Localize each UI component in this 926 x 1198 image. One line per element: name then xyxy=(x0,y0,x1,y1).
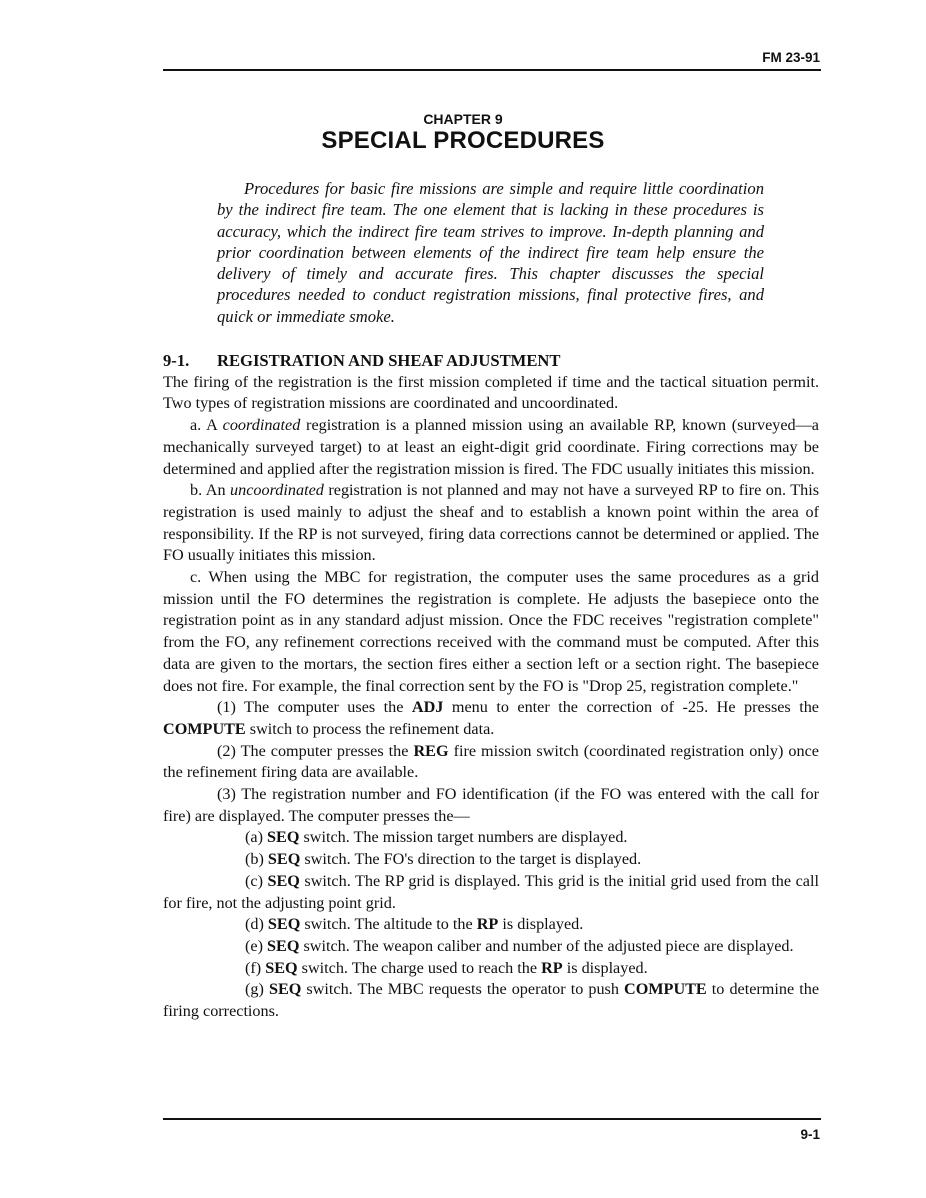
substep-text: switch. The weapon caliber and number of the adjusted piece are displayed. xyxy=(299,936,794,955)
page-number: 9-1 xyxy=(800,1127,820,1142)
step-1 xyxy=(163,697,819,740)
key-compute: COMPUTE xyxy=(624,980,707,999)
substep-label: (d) xyxy=(245,915,268,934)
substep-label: (b) xyxy=(245,850,268,869)
substep-text: to determine the firing corrections. xyxy=(163,980,820,1021)
step-1-text: menu to enter the correction of -25. He presses the xyxy=(443,698,819,717)
term-uncoordinated: uncoordinated xyxy=(230,481,324,500)
step-1-text: switch to process the refinement data. xyxy=(245,719,495,738)
key-seq: SEQ xyxy=(267,936,300,955)
substep-c xyxy=(163,871,819,914)
substep-label: (g) xyxy=(245,980,269,999)
substep-label: (a) xyxy=(245,828,268,847)
section-title: REGISTRATION AND SHEAF ADJUSTMENT xyxy=(217,351,561,370)
chapter-label: CHAPTER 9 xyxy=(423,111,503,127)
step-2-text: (2) The computer presses the xyxy=(217,741,414,760)
footer-rule xyxy=(163,1118,821,1120)
key-seq: SEQ xyxy=(265,958,298,977)
substep-text: switch. The altitude to the xyxy=(300,915,477,934)
key-seq: SEQ xyxy=(267,850,301,869)
step-2-text: fire mission switch (coordinated registration only) once the refinement firing data are available. xyxy=(163,741,819,782)
substep-text: switch. The FO's direction to the target is displayed. xyxy=(300,850,642,869)
section-lead-paragraph: The firing of the registration is the first mission completed if time and the tactical situation permit. Two types of registration missions are coordinated and uncoordinated. xyxy=(163,372,819,413)
key-seq: SEQ xyxy=(267,828,300,847)
substep-f xyxy=(163,958,819,980)
substep-label: (f) xyxy=(245,958,266,977)
substep-text: switch. The charge used to reach the xyxy=(297,958,542,977)
substep-text: switch. The MBC requests the operator to push xyxy=(301,980,624,999)
paragraph-a xyxy=(163,415,819,480)
paragraph-a-prefix: a. A xyxy=(190,416,223,435)
chapter-title: SPECIAL PROCEDURES xyxy=(321,127,605,154)
header-rule xyxy=(163,69,821,71)
chapter-intro: Procedures for basic fire missions are simple and require little coordination by the indirect fire team. The one element that is lacking in these procedures is accuracy, which the indirect fire team strives to improve. In-depth planning and prior coordination between elements of the indirect fire team help ensure the delivery of timely and accurate fires. This chapter discusses the special procedures needed to conduct registration missions, final protective fires, and quick or immediate smoke. xyxy=(217,179,764,326)
substep-text: is displayed. xyxy=(562,958,648,977)
paragraph-b xyxy=(163,480,819,567)
key-seq: SEQ xyxy=(267,871,300,890)
term-rp: RP xyxy=(476,915,499,934)
substep-text: switch. The mission target numbers are displayed. xyxy=(299,828,628,847)
header-doc-id: FM 23-91 xyxy=(762,50,820,65)
paragraph-b-prefix: b. An xyxy=(190,481,231,500)
substep-label: (e) xyxy=(245,936,268,955)
substep-b xyxy=(163,849,819,871)
substep-label: (c) xyxy=(245,871,268,890)
paragraph-b-text: registration is not planned and may not have a surveyed RP to fire on. This registration is used mainly to adjust the sheaf and to establish a known point within the area of responsibility. If the RP is not surveyed, firing data corrections cannot be determined or applied. The FO usually initiates this mission. xyxy=(163,481,819,565)
paragraph-a-text: registration is a planned mission using an available RP, known (surveyed—a mechanically surveyed target) to at least an eight-digit grid coordinate. Firing corrections may be determined and applied after the registration mission is fired. The FDC usually initiates this mission. xyxy=(163,416,819,478)
step-3: (3) The registration number and FO identification (if the FO was entered with the call for fire) are displayed. The computer presses the— xyxy=(163,785,819,825)
section-body xyxy=(163,350,819,1023)
term-coordinated: coordinated xyxy=(222,416,301,435)
substep-text: switch. The RP grid is displayed. This grid is the initial grid used from the call for fire, not the adjusting point grid. xyxy=(163,871,819,912)
paragraph-c: c. When using the MBC for registration, the computer uses the same procedures as a grid mission until the FO determines the registration is complete. He adjusts the basepiece onto the registration point as in any standard adjust mission. Once the FDC receives "registration complete" from the FO, any refinement corrections received with the command must be computed. After this data are given to the mortars, the section fires either a section left or a section right. The basepiece does not fire. For example, the final correction sent by the FO is "Drop 25, registration complete." xyxy=(163,568,819,695)
term-rp: RP xyxy=(541,958,563,977)
substep-text: is displayed. xyxy=(498,915,584,934)
key-seq: SEQ xyxy=(267,915,301,934)
step-1-text: (1) The computer uses the xyxy=(217,698,412,717)
key-adj: ADJ xyxy=(411,698,444,717)
section-heading xyxy=(163,350,819,372)
key-compute: COMPUTE xyxy=(163,719,246,738)
substep-d xyxy=(163,914,819,936)
section-number: 9-1. xyxy=(163,351,190,370)
step-2 xyxy=(163,741,819,784)
substep-a xyxy=(163,827,819,849)
key-reg: REG xyxy=(413,741,449,760)
substep-e xyxy=(163,936,819,958)
key-seq: SEQ xyxy=(268,980,302,999)
substep-g xyxy=(163,979,819,1022)
